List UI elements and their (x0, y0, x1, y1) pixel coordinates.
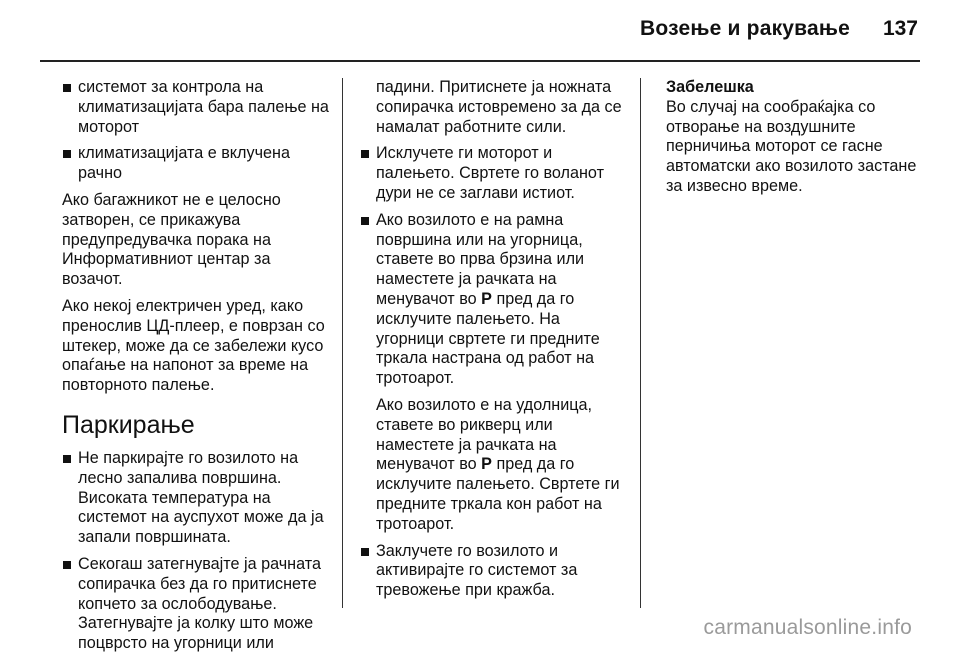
column-divider (342, 78, 343, 608)
page-number: 137 (882, 17, 918, 40)
note-text: Во случај на сообраќајка со отворање на воздушните перничиња моторот се гасне автоматски ако возилото застане за извесно време. (666, 97, 917, 195)
section-heading: Паркирање (62, 410, 195, 439)
paragraph: Ако некој електричен уред, како пренослив ЦД-плеер, е поврзан со штекер, може да се забележи кусо опаѓање на напонот за време на повторното палење. (62, 296, 325, 395)
list-item (62, 78, 334, 137)
list-item (62, 555, 334, 654)
gear-position-p: P (481, 455, 492, 474)
square-bullet-icon (63, 455, 71, 463)
column-2 (360, 78, 630, 608)
list-item-text: Секогаш затегнувајте ја рачната сопирачка без да го притиснете копчето за ослободување. Затегнувајте ја колку што може поцврсто на угорници или (78, 554, 321, 653)
list-item (62, 144, 334, 184)
square-bullet-icon (361, 548, 369, 556)
text-run: пред да го исклучите палењето. Свртете ги предните тркала кон работ на тротоарот. (376, 455, 620, 533)
square-bullet-icon (63, 150, 71, 158)
text-run: пред да го исклучите палењето. На угорници свртете ги предните тркала настрана од работ на тротоарот. (376, 289, 600, 388)
square-bullet-icon (361, 217, 369, 225)
column-1 (62, 78, 334, 661)
page-header (0, 0, 960, 60)
paragraph-continued: падини. Притиснете ја ножната сопирачка истовремено за да се намалат работните сили. (376, 78, 622, 136)
header-divider (40, 60, 920, 62)
list-item (360, 144, 630, 203)
column-divider (640, 78, 641, 608)
list-item-text: Заклучете го возилото и активирајте го системот за тревожење при кражба. (376, 541, 578, 600)
text-run: Ако возилото е на рамна површина или на угорница, ставете во прва брзина или наместете ја рачката на менувачот во (376, 210, 585, 308)
list-item-subparagraph (376, 396, 630, 535)
chapter-title: Возење и ракување (640, 17, 850, 40)
watermark-text: carmanualsonline.info (703, 616, 912, 639)
square-bullet-icon (63, 561, 71, 569)
list-item (62, 449, 334, 548)
square-bullet-icon (361, 150, 369, 158)
text-run: Ако возилото е на удолница, ставете во рикверц или наместете ја рачката на менувачот во (376, 395, 593, 474)
paragraph: Ако багажникот не е целосно затворен, се прикажува предупредувачка порака на Информативниот центар за возачот. (62, 190, 281, 289)
note-title: Забелешка (666, 78, 754, 96)
list-item (360, 211, 630, 535)
square-bullet-icon (63, 84, 71, 92)
list-item (360, 542, 630, 601)
list-item-text (376, 211, 600, 387)
list-item-text: климатизацијата е вклучена рачно (78, 144, 290, 183)
list-item-text: Исклучете ги моторот и палењето. Свртете го воланот дури не се заглави истиот. (376, 144, 604, 202)
gear-position-p: P (481, 289, 492, 308)
list-item-text: Не паркирајте го возилото на лесно запалива површина. Високата температура на системот на ауспухот може да ја запали површината. (78, 448, 324, 547)
list-item-text: системот за контрола на климатизацијата бара палење на моторот (78, 78, 329, 136)
column-3 (666, 78, 936, 197)
